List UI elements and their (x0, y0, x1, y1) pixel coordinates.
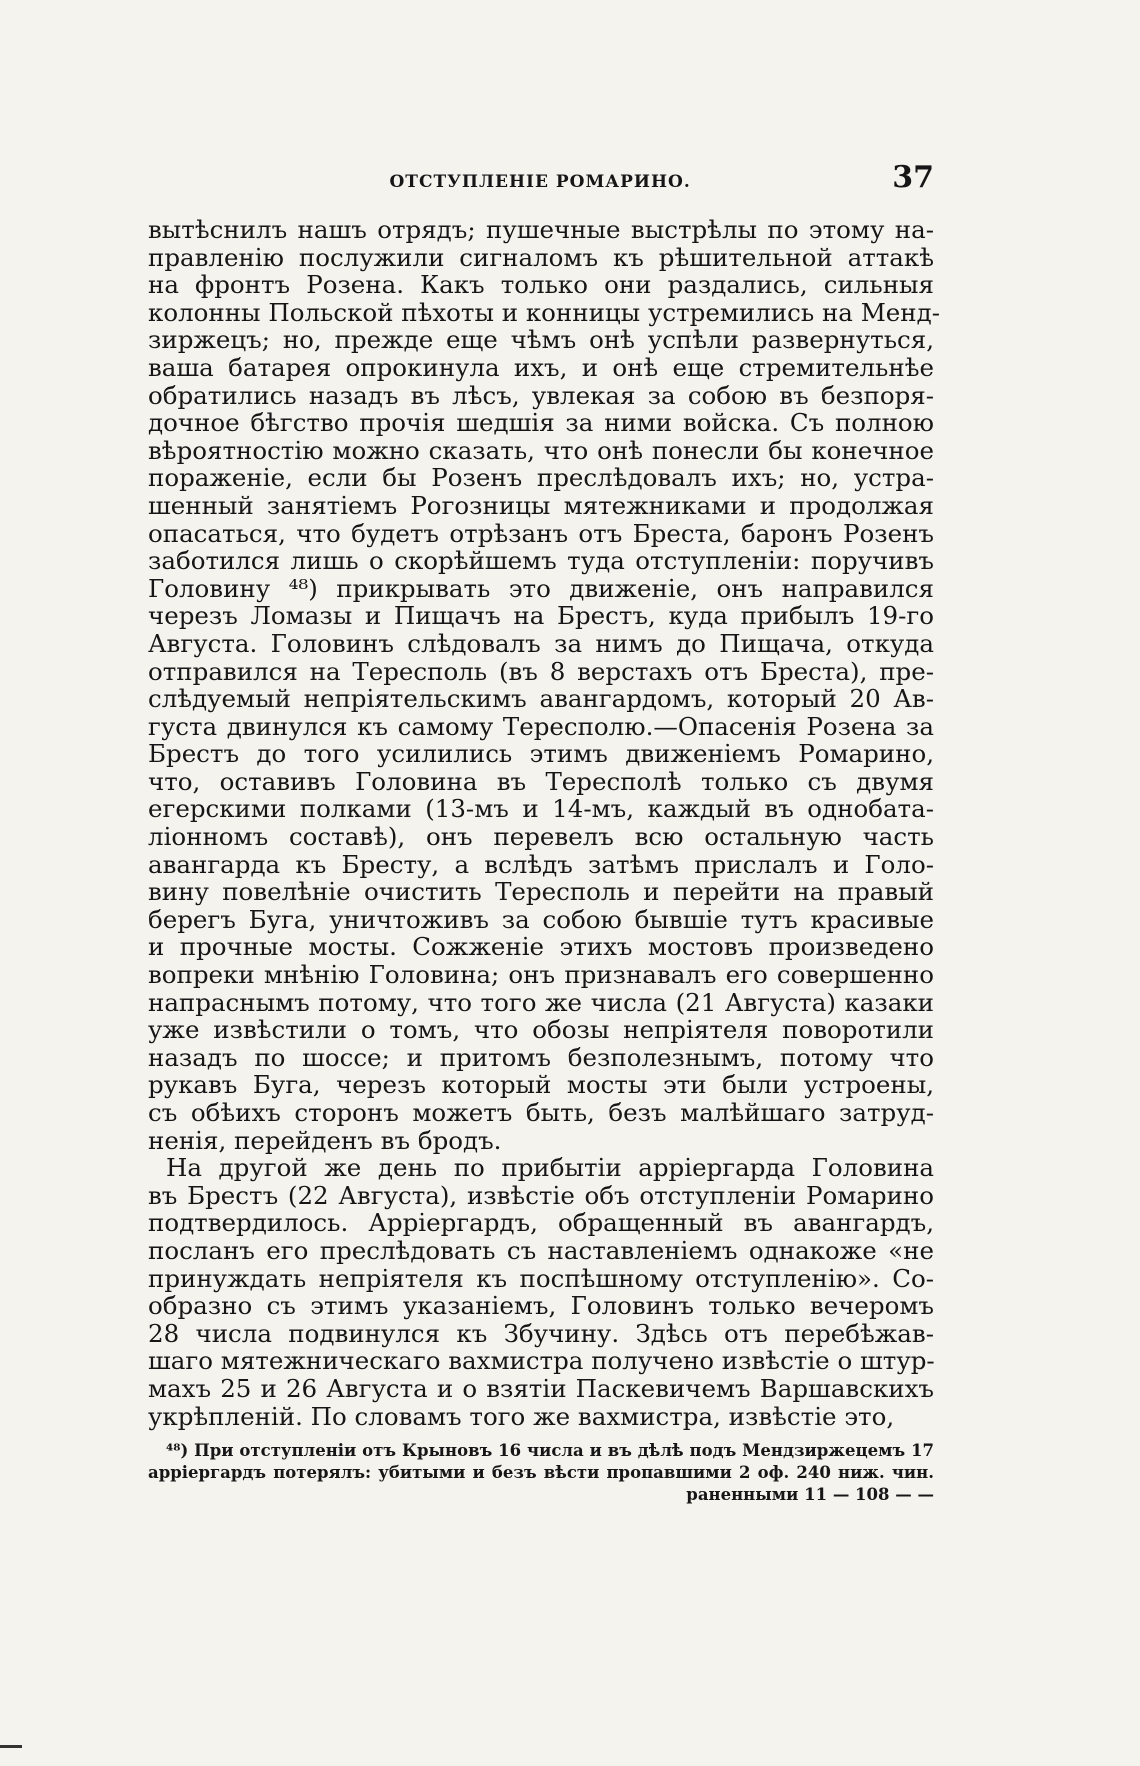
text-line: берегъ Буга, уничтоживъ за собою бывшіе тутъ красивые (148, 904, 934, 934)
text-line: 28 числа подвинулся къ Збучину. Здѣсь отъ перебѣжав- (148, 1318, 934, 1348)
book-page (148, 160, 940, 1506)
text-line: посланъ его преслѣдовать съ наставленіемъ однакоже «не (148, 1235, 934, 1265)
text-line: шенный занятіемъ Рогозницы мятежниками и продолжая (148, 490, 934, 520)
footnote-line: раненными 11 — 108 — — (686, 1485, 934, 1505)
text-line: Брестъ до того усилились этимъ движеніемъ Ромарино, (148, 739, 934, 769)
text-line: на фронтъ Розена. Какъ только они раздались, сильныя (148, 270, 934, 300)
body-text (148, 215, 940, 1431)
text-line: въ Брестъ (22 Августа), извѣстіе объ отступленіи Ромарино (148, 1180, 934, 1210)
text-line: На другой же день по прибытіи арріергарда Головина (166, 1153, 934, 1183)
text-line: укрѣпленій. По словамъ того же вахмистра, извѣстіе это, (148, 1401, 895, 1431)
text-line: вопреки мнѣнію Головина; онъ признавалъ его совершенно (148, 960, 934, 990)
footnote-line: ⁴⁸) При отступленіи отъ Крыновъ 16 числа и въ дѣлѣ подъ Мендзиржецемъ 17 (166, 1441, 934, 1461)
text-line: правленію послужили сигналомъ къ рѣшительной аттакѣ (148, 242, 934, 272)
text-line: пораженіе, если бы Розенъ преслѣдовалъ ихъ; но, устра- (148, 463, 934, 493)
text-line: авангарда къ Бресту, а вслѣдъ затѣмъ прислалъ и Голо- (148, 849, 934, 879)
footnotes (148, 1440, 934, 1506)
text-line: назадъ по шоссе; и притомъ безполезнымъ, потому что (148, 1042, 934, 1072)
text-line: и прочные мосты. Сожженіе этихъ мостовъ произведено (148, 932, 934, 962)
text-line: густа двинулся къ самому Тересполю.—Опасенія Розена за (148, 711, 934, 741)
text-line: черезъ Ломазы и Пищачъ на Брестъ, куда прибылъ 19-го (148, 601, 934, 631)
text-line: Августа. Головинъ слѣдовалъ за нимъ до Пищача, откуда (148, 628, 934, 658)
text-line: вѣроятностію можно сказать, что онѣ понесли бы конечное (148, 435, 934, 465)
page-number: 37 (892, 160, 934, 195)
text-line: Головину ⁴⁸) прикрывать это движеніе, онъ направился (148, 573, 934, 603)
text-line: подтвердилось. Арріергардъ, обращенный въ авангардъ, (148, 1208, 934, 1238)
text-line: образно съ этимъ указаніемъ, Головинъ только вечеромъ (148, 1291, 934, 1321)
text-line: ліонномъ составѣ), онъ перевелъ всю остальную часть (148, 822, 934, 852)
text-line: обратились назадъ въ лѣсъ, увлекая за собою въ безпоря- (148, 380, 934, 410)
text-line: колонны Польской пѣхоты и конницы устремились на Менд- (148, 297, 940, 327)
page-header (148, 160, 934, 196)
text-line: шаго мятежническаго вахмистра получено извѣстіе о штур- (148, 1346, 935, 1376)
text-line: отправился на Тересполь (въ 8 верстахъ отъ Бреста), пре- (148, 656, 934, 686)
text-line: егерскими полками (13-мъ и 14-мъ, каждый въ однобата- (148, 794, 934, 824)
footnote-line: арріергардъ потерялъ: убитыми и безъ вѣсти пропавшими 2 оф. 240 ниж. чин. (148, 1463, 934, 1483)
text-line: рукавъ Буга, черезъ который мосты эти были устроены, (148, 1070, 934, 1100)
running-title: ОТСТУПЛЕНІЕ РОМАРИНО. (389, 172, 691, 192)
text-line: вину повелѣніе очистить Тересполь и перейти на правый (148, 877, 934, 907)
text-line: уже извѣстили о томъ, что обозы непріятеля поворотили (148, 1015, 934, 1045)
text-line: заботился лишь о скорѣйшемъ туда отступленіи: поручивъ (148, 546, 934, 576)
text-line: слѣдуемый непріятельскимъ авангардомъ, который 20 Ав- (148, 684, 934, 714)
text-line: ненія, перейденъ въ бродъ. (148, 1125, 502, 1155)
text-line: махъ 25 и 26 Августа и о взятіи Паскевичемъ Варшавскихъ (148, 1373, 934, 1403)
text-line: что, оставивъ Головина въ Тересполѣ только съ двумя (148, 766, 934, 796)
text-line: дочное бѣгство прочія шедшія за ними войска. Съ полною (148, 408, 934, 438)
text-line: съ обѣихъ сторонъ можетъ быть, безъ малѣйшаго затруд- (148, 1098, 934, 1127)
text-line: напраснымъ потому, что того же числа (21 Августа) казаки (148, 987, 934, 1017)
scan-edge-mark (0, 1745, 22, 1748)
text-line: зиржецъ; но, прежде еще чѣмъ онѣ успѣли развернуться, (148, 325, 934, 355)
text-line: принуждать непріятеля къ поспѣшному отступленію». Со- (148, 1263, 934, 1293)
text-line: ваша батарея опрокинула ихъ, и онѣ еще стремительнѣе (148, 352, 934, 382)
text-line: опасаться, что будетъ отрѣзанъ отъ Бреста, баронъ Розенъ (148, 518, 934, 548)
text-line: вытѣснилъ нашъ отрядъ; пушечные выстрѣлы по этому на- (148, 215, 934, 244)
